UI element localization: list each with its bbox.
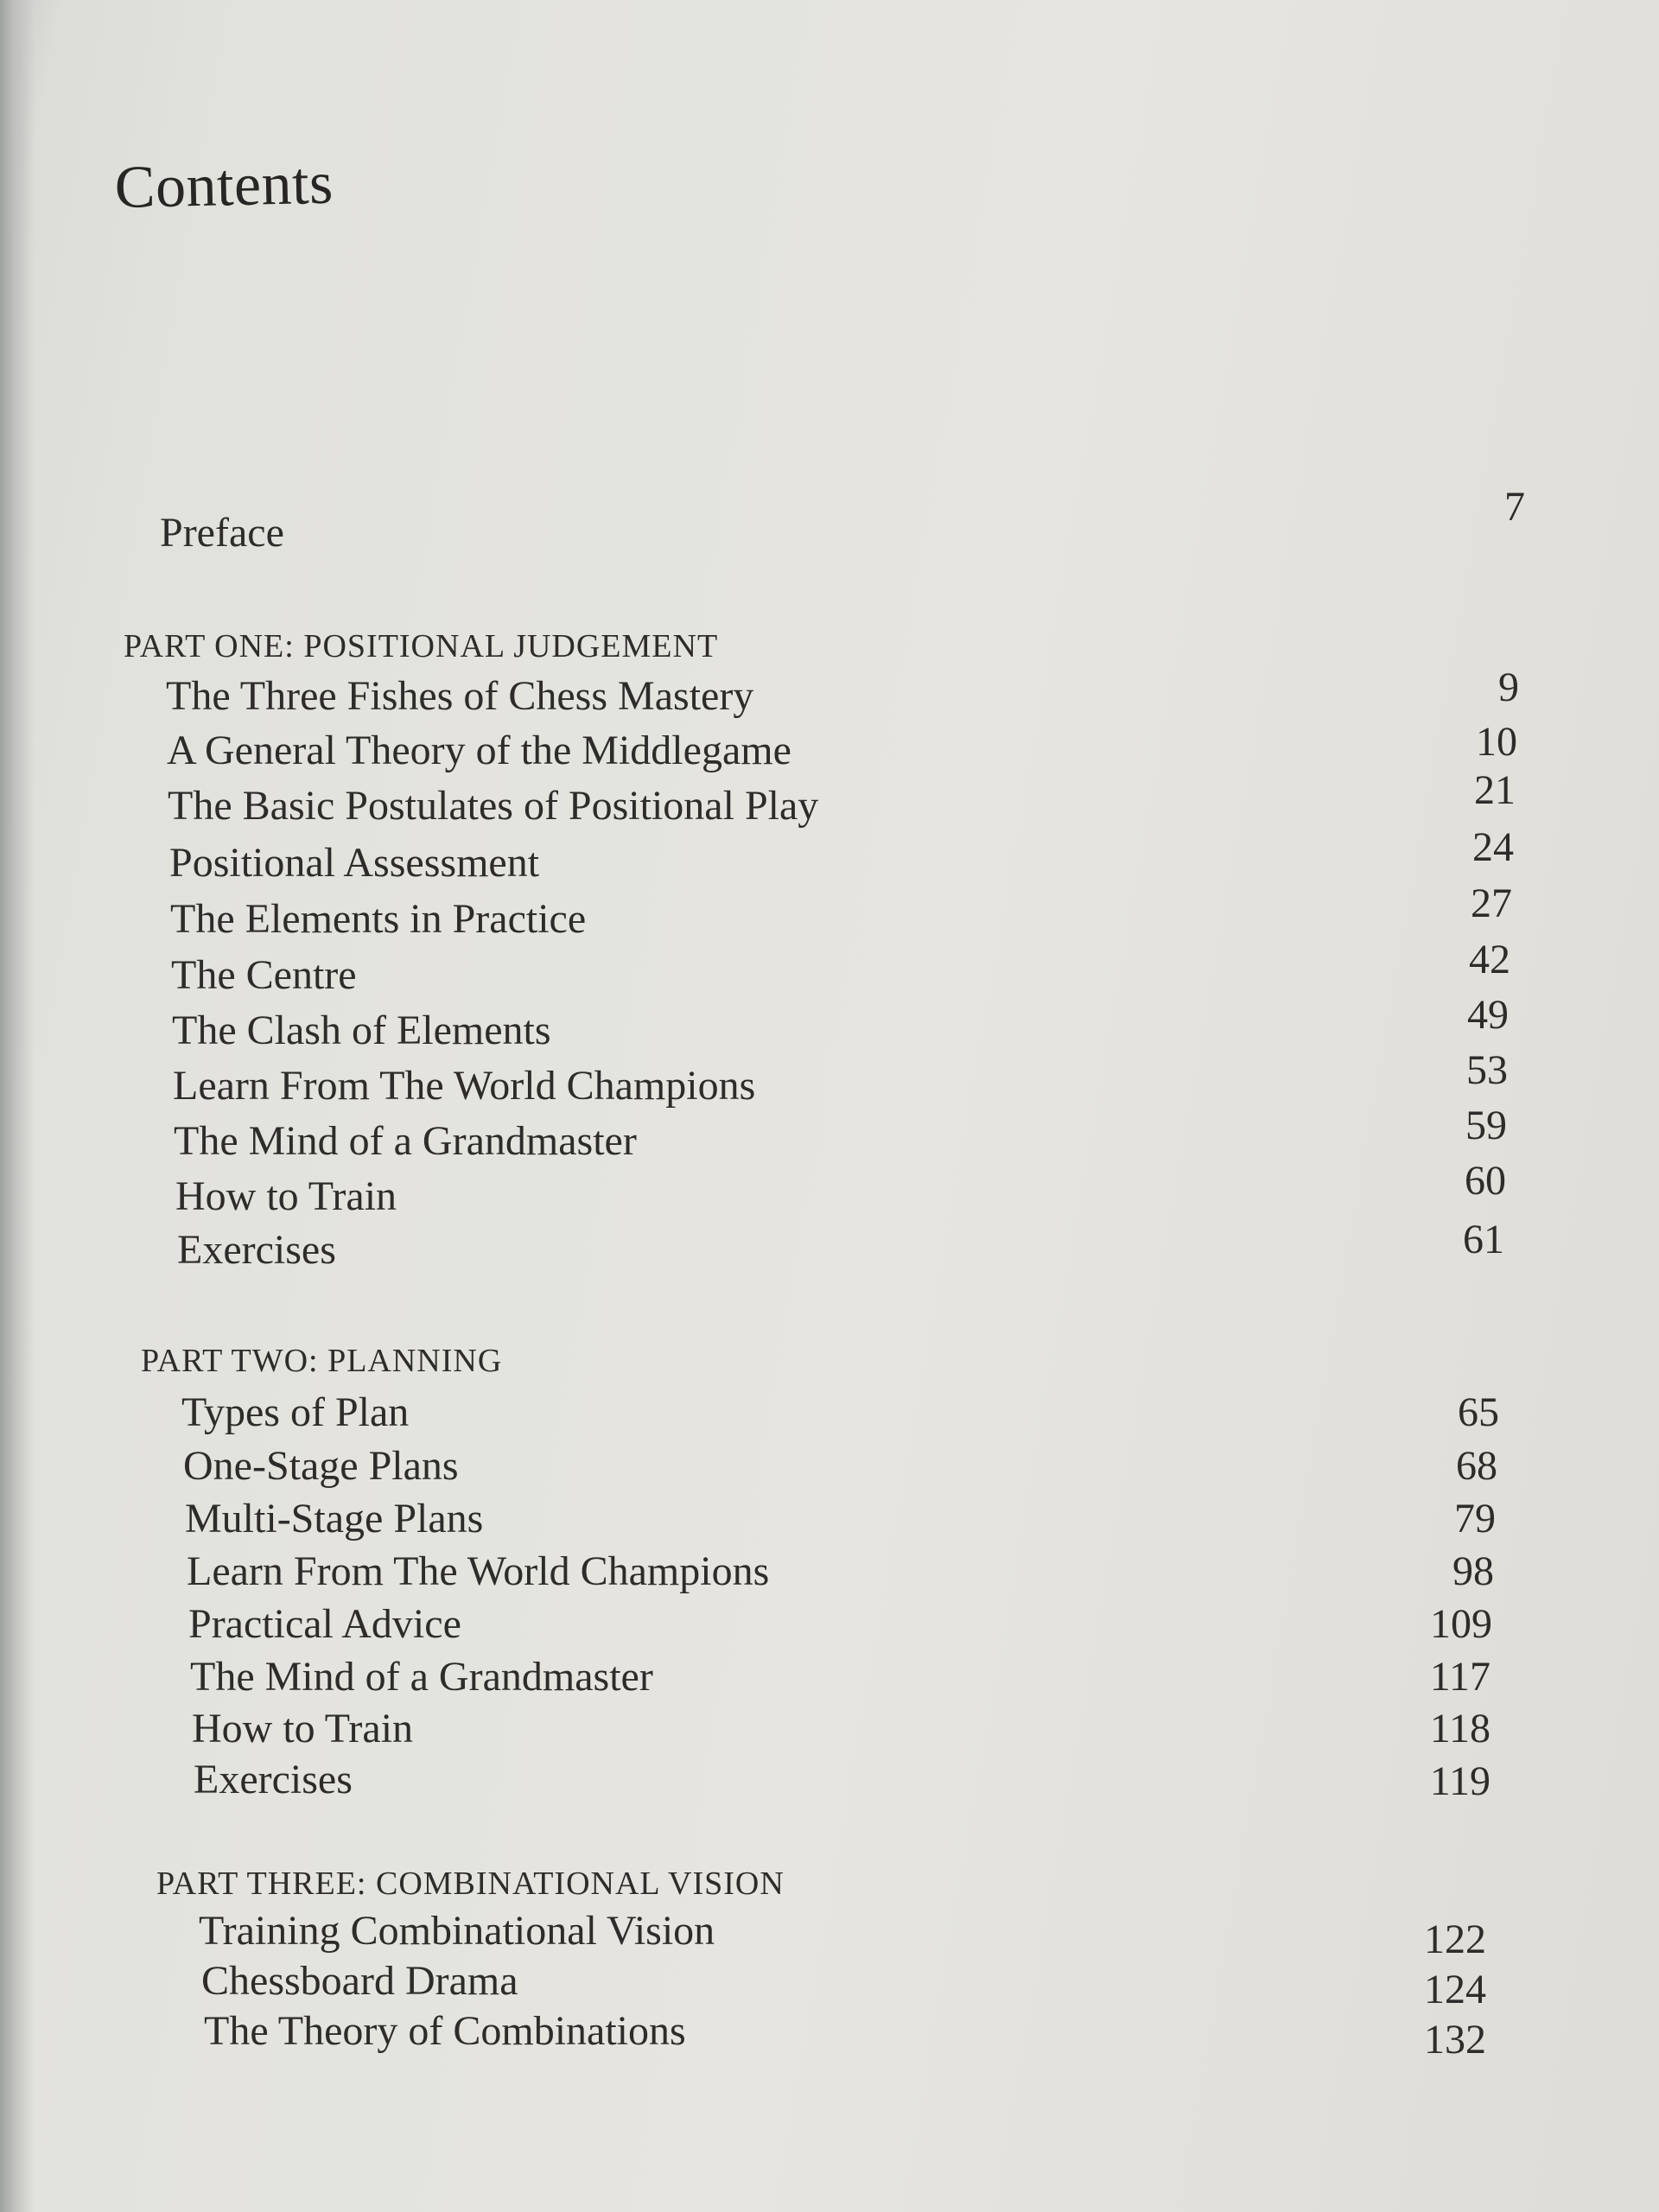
toc-entry-page: 24 — [1472, 824, 1514, 870]
toc-entry-label: Positional Assessment — [169, 840, 540, 886]
toc-entry-page: 60 — [1465, 1158, 1506, 1204]
part-heading: PART TWO: PLANNING — [141, 1343, 503, 1379]
toc-entry-preface — [160, 484, 1525, 563]
toc-entry-label: How to Train — [192, 1706, 414, 1751]
toc-entry-page: 7 — [1504, 484, 1525, 530]
toc-entry-page: 124 — [1424, 1967, 1486, 2012]
toc-entry-page: 61 — [1463, 1217, 1504, 1262]
toc-entry — [167, 721, 1517, 781]
toc-entry — [168, 767, 1516, 836]
toc-entry-label: One-Stage Plans — [183, 1443, 459, 1489]
toc-entry — [177, 1217, 1504, 1281]
toc-entry-page: 109 — [1430, 1601, 1492, 1647]
toc-entry-page: 98 — [1452, 1548, 1494, 1594]
toc-entry-page: 59 — [1465, 1103, 1507, 1148]
toc-entry — [174, 1103, 1507, 1172]
toc-entry-page: 65 — [1458, 1389, 1499, 1435]
toc-entry — [171, 937, 1510, 1006]
page-title: Contents — [114, 149, 334, 221]
toc-entry-label: Preface — [160, 510, 284, 556]
toc-entry-label: Types of Plan — [181, 1389, 410, 1435]
toc-entry — [204, 2001, 1486, 2062]
toc-entry — [166, 666, 1519, 727]
toc-entry-page: 118 — [1429, 1706, 1491, 1751]
toc-entry-label: The Mind of a Grandmaster — [190, 1654, 653, 1700]
toc-entry-label: Chessboard Drama — [201, 1958, 518, 2004]
toc-entry — [185, 1489, 1496, 1549]
toc-entry — [172, 992, 1509, 1061]
toc-entry-label: How to Train — [175, 1173, 397, 1219]
toc-entry-page: 119 — [1429, 1758, 1491, 1804]
toc-entry-page: 122 — [1424, 1916, 1486, 1962]
toc-entry-page: 132 — [1424, 2017, 1486, 2063]
toc-entry-label: Learn From The World Champions — [173, 1063, 756, 1109]
toc-entry-page: 68 — [1456, 1443, 1497, 1489]
toc-entry-label: Multi-Stage Plans — [185, 1496, 484, 1541]
toc-entry-page: 21 — [1474, 767, 1516, 813]
toc-entry-label: The Basic Postulates of Positional Play — [168, 783, 819, 829]
toc-entry-page: 9 — [1498, 664, 1519, 710]
toc-entry-label: Training Combinational Vision — [199, 1908, 715, 1954]
toc-entry-label: The Clash of Elements — [172, 1007, 551, 1053]
toc-entry — [181, 1382, 1499, 1443]
part-heading: PART THREE: COMBINATIONAL VISION — [156, 1866, 785, 1902]
toc-entry-label: The Elements in Practice — [170, 896, 587, 942]
toc-entry — [170, 880, 1512, 950]
toc-entry — [175, 1158, 1506, 1227]
toc-entry — [169, 824, 1514, 893]
toc-entry-label: Learn From The World Champions — [187, 1548, 770, 1594]
toc-entry-page: 53 — [1466, 1047, 1508, 1093]
part-heading: PART ONE: POSITIONAL JUDGEMENT — [124, 628, 719, 664]
toc-entry — [187, 1541, 1494, 1602]
toc-entry-page: 27 — [1471, 880, 1512, 926]
toc-entry-label: The Theory of Combinations — [204, 2008, 686, 2054]
toc-entry — [173, 1047, 1508, 1116]
toc-entry — [188, 1594, 1492, 1655]
toc-entry-label: The Centre — [171, 952, 357, 998]
toc-entry-label: The Three Fishes of Chess Mastery — [166, 673, 754, 719]
toc-entry-page: 42 — [1469, 937, 1510, 982]
toc-entry-page: 79 — [1454, 1496, 1496, 1541]
toc-entry-label: The Mind of a Grandmaster — [174, 1118, 637, 1164]
toc-entry-page: 10 — [1476, 719, 1517, 765]
toc-entry-label: Exercises — [194, 1757, 353, 1802]
toc-entry-page: 49 — [1467, 992, 1509, 1038]
toc-entry — [183, 1436, 1497, 1497]
toc-entry — [194, 1750, 1491, 1810]
toc-entry-page: 117 — [1429, 1654, 1491, 1700]
toc-entry-label: Exercises — [177, 1227, 336, 1273]
toc-entry-label: Practical Advice — [188, 1601, 461, 1647]
toc-entry-label: A General Theory of the Middlegame — [167, 728, 791, 773]
